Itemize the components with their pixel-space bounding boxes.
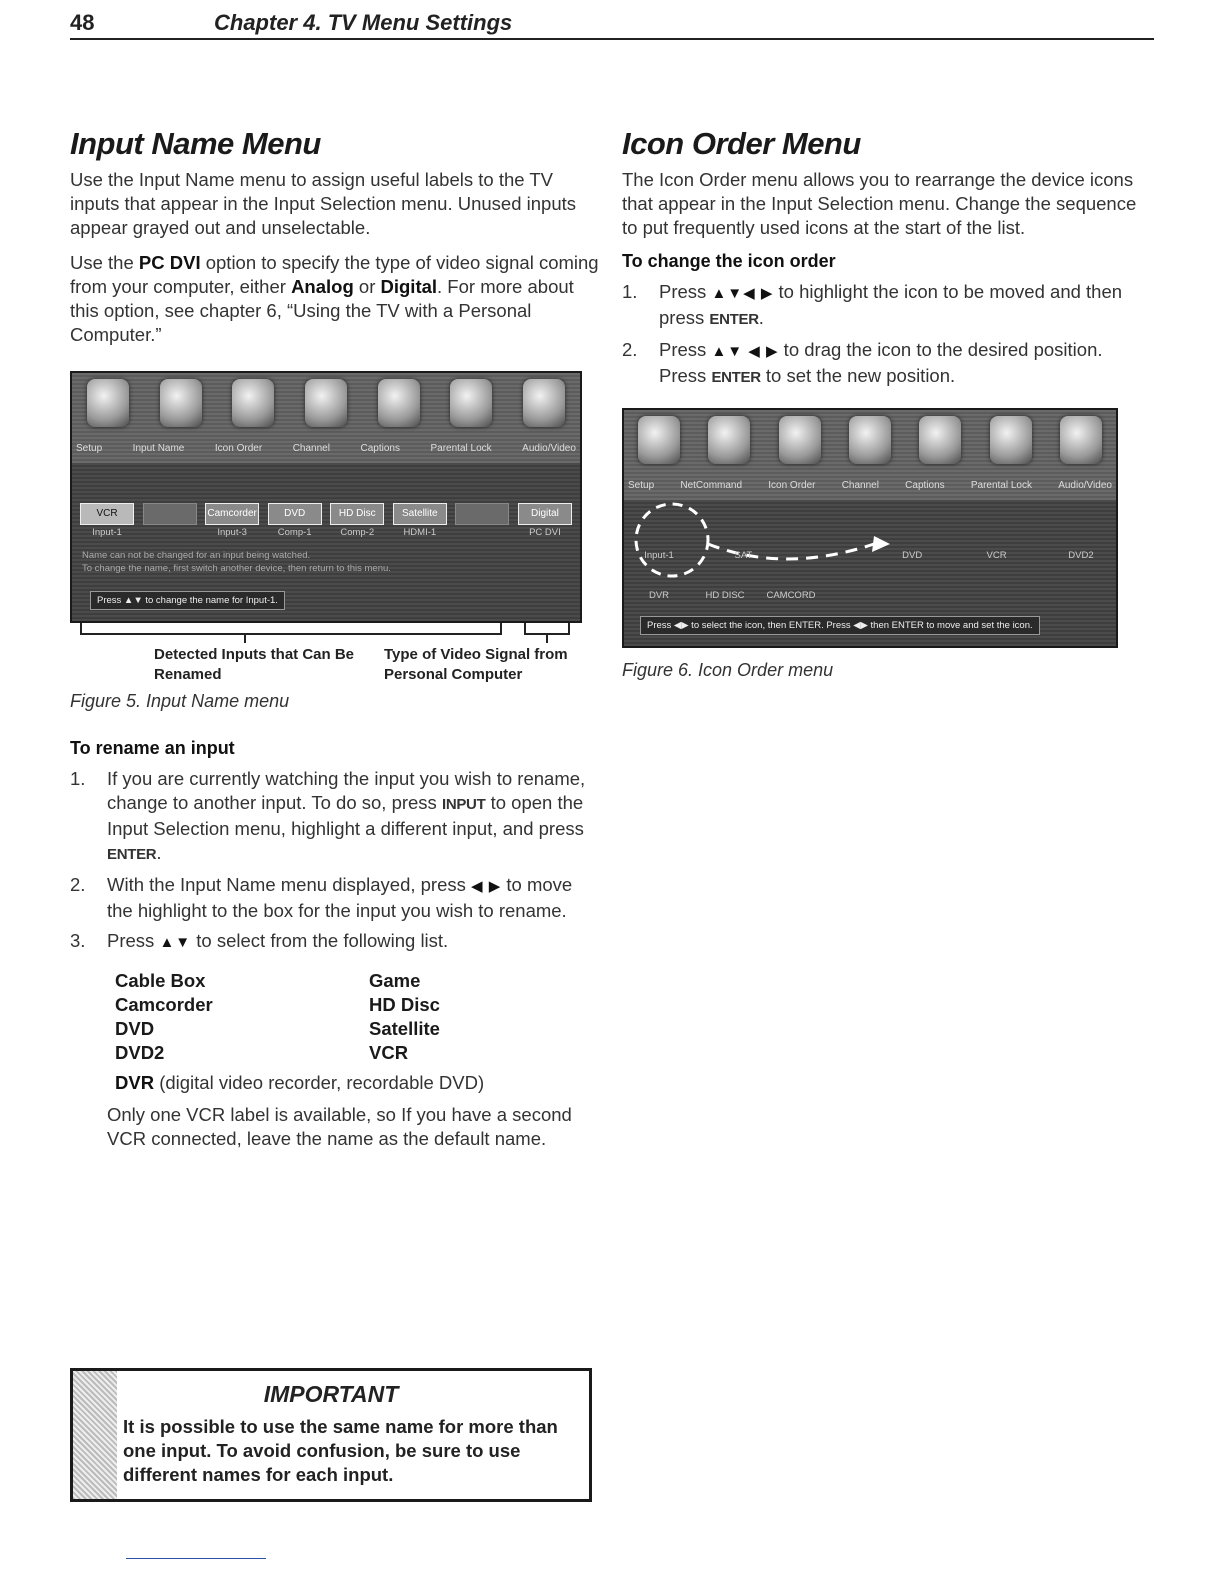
menu-label: Audio/Video (522, 442, 576, 454)
text: . (758, 307, 764, 328)
input-name-section (70, 126, 602, 1151)
menu-label: Parental Lock (970, 479, 1032, 491)
netcommand-icon (708, 416, 750, 464)
figure-6-caption: Figure 6. Icon Order menu (622, 660, 834, 680)
input-sublabel: HDMI-1 (403, 527, 437, 538)
input-box[interactable]: HD Disc (330, 503, 384, 525)
text: If you are currently watching the input you wish to rename, change to another input. To do so, press (107, 768, 586, 813)
digital-term: Digital (380, 276, 438, 297)
important-title: IMPORTANT (263, 1381, 399, 1407)
left-right-arrow-icon: ◀ ▶ (471, 878, 502, 895)
input-box[interactable]: VCR (80, 503, 134, 525)
input-box[interactable]: Camcorder (205, 503, 259, 525)
text: to select from the following list. (191, 930, 449, 951)
chapter-title: Chapter 4. TV Menu Settings (214, 10, 513, 35)
icon-order-heading: To change the icon order (622, 251, 836, 271)
input-sublabel-row (80, 527, 572, 538)
menu-label: Icon Order (214, 442, 263, 454)
captions-icon (378, 379, 420, 427)
menu-label: NetCommand (680, 479, 743, 491)
icon-label: VCR (986, 550, 1007, 561)
audio-video-icon (523, 379, 565, 427)
step (622, 338, 1152, 390)
section-title: Icon Order Menu (622, 126, 861, 161)
step-number: 2. (70, 874, 86, 895)
menu-message (82, 549, 570, 575)
up-down-arrow-icon: ▲▼ (159, 934, 192, 951)
icon-label-row (632, 550, 1108, 561)
input-box[interactable]: DVD (268, 503, 322, 525)
page-header (70, 8, 1154, 40)
bracket-tick (244, 635, 246, 643)
name-option: HD Disc (369, 994, 440, 1015)
input-sublabel: PC DVI (529, 527, 561, 538)
text: Press (659, 281, 712, 302)
menu-label: Channel (292, 442, 330, 454)
icon-order-steps (622, 280, 1152, 390)
input-sublabel: Input-3 (217, 527, 247, 538)
channel-icon (849, 416, 891, 464)
captions-icon (919, 416, 961, 464)
setup-icon (638, 416, 680, 464)
channel-icon (305, 379, 347, 427)
step (70, 929, 602, 955)
icon-order-icon (779, 416, 821, 464)
text: to drag the icon to the desired position. Press (659, 339, 1103, 386)
bracket-detected-inputs (80, 623, 502, 635)
text: Press (659, 339, 712, 360)
bracket-tick (546, 635, 548, 643)
text: or (353, 276, 381, 297)
section-title: Input Name Menu (70, 126, 321, 161)
icon-label: DVD (902, 550, 923, 561)
icon-order-section (622, 126, 1152, 681)
menu-icon-bar (72, 373, 580, 463)
menu-label: Parental Lock (430, 442, 492, 454)
input-box-row (80, 503, 572, 525)
footer-rule (126, 1558, 266, 1559)
bracket-pc-dvi (524, 623, 570, 635)
menu-label: Icon Order (768, 479, 816, 491)
text: option to specify the type of video signal coming from your computer, either (70, 252, 599, 297)
pc-dvi-box[interactable]: Digital (518, 503, 572, 525)
enter-key: ENTER (107, 846, 157, 863)
rename-steps (70, 767, 602, 955)
menu-prompt: Press ▲▼ to change the name for Input-1. (90, 591, 285, 610)
input-box (455, 503, 509, 525)
icon-label: DVD2 (1068, 550, 1094, 561)
page-number: 48 (70, 10, 95, 35)
menu-label: Captions (905, 479, 945, 491)
step-number: 1. (70, 768, 86, 789)
dvr-option (115, 1071, 495, 1095)
input-key: INPUT (441, 796, 486, 813)
lock-icon (990, 416, 1032, 464)
direction-arrows-icon: ▲▼ ◀ ▶ (711, 343, 779, 360)
rename-heading: To rename an input (70, 738, 235, 758)
text: to highlight the icon to be moved and then press (659, 281, 1123, 328)
input-box[interactable]: Satellite (393, 503, 447, 525)
text: to move the highlight to the box for the input you wish to rename. (107, 874, 573, 921)
pc-dvi-term: PC DVI (138, 252, 201, 273)
icon-label: CAMCORD (766, 590, 816, 601)
name-option: DVD2 (115, 1042, 165, 1063)
text: (digital video recorder, recordable DVD) (154, 1072, 485, 1093)
name-option: VCR (369, 1042, 409, 1063)
selection-circle (636, 504, 708, 576)
callout-detected-inputs: Detected Inputs that Can Be Renamed (154, 646, 355, 683)
lock-icon (450, 379, 492, 427)
message-line: Name can not be changed for an input being watched. (82, 550, 311, 561)
name-option: Game (369, 970, 421, 991)
icon-label: DVR (648, 590, 670, 601)
dvr-term: DVR (115, 1072, 155, 1093)
message-line: To change the name, first switch another device, then return to this menu. (82, 563, 391, 574)
input-sublabel: Input-1 (92, 527, 122, 538)
important-text: It is possible to use the same name for more than one input. To avoid confusion, be sure to use different names for each input. (123, 1416, 558, 1485)
text: Press (107, 930, 160, 951)
text: to set the new position. (760, 365, 956, 386)
input-sublabel: Comp-1 (277, 527, 312, 538)
icon-order-icon (232, 379, 274, 427)
menu-label: Audio/Video (1058, 479, 1112, 491)
menu-label: Setup (76, 442, 103, 454)
name-option: Camcorder (115, 994, 213, 1015)
icon-order-menu-screenshot (622, 408, 1118, 648)
name-options-list (115, 969, 602, 1065)
name-option: DVD (115, 1018, 155, 1039)
step (70, 873, 602, 923)
menu-body (624, 500, 1116, 646)
menu-body (72, 463, 580, 621)
callout-brackets (70, 623, 602, 645)
menu-icon-bar (624, 410, 1116, 500)
callout-labels (70, 645, 602, 691)
analog-term: Analog (291, 276, 354, 297)
step-number: 3. (70, 930, 86, 951)
icon-label-row (632, 590, 818, 601)
input-name-menu-screenshot (70, 371, 582, 623)
icon-label: SAT (734, 550, 753, 561)
text: Use the (70, 252, 139, 273)
menu-label: Channel (841, 479, 879, 491)
step (70, 767, 602, 867)
figure-5-caption: Figure 5. Input Name menu (70, 691, 290, 711)
enter-key: ENTER (711, 369, 761, 386)
input-name-icon (160, 379, 202, 427)
intro-paragraph: Use the Input Name menu to assign useful labels to the TV inputs that appear in the Input Selection menu. Unused inputs appear grayed out and unselectable. (70, 169, 577, 238)
vcr-note: Only one VCR label is available, so If you have a second VCR connected, leave the name as the default name. (107, 1104, 572, 1149)
name-option: Satellite (369, 1018, 440, 1039)
intro-paragraph: The Icon Order menu allows you to rearrange the device icons that appear in the Input Selection menu. Change the sequence to put frequently used icons at the start of the list. (622, 169, 1137, 238)
text: . For more about this option, see chapter 6, “Using the TV with a Personal Computer.” (70, 276, 574, 345)
text: to open the Input Selection menu, highlight a different input, and press (107, 792, 584, 839)
menu-label: Input Name (132, 442, 185, 454)
text: . (156, 842, 162, 863)
icon-label (801, 550, 855, 561)
step (622, 280, 1152, 332)
menu-label: Captions (360, 442, 400, 454)
icon-label: Input-1 (644, 550, 674, 561)
icon-label: HD DISC (705, 590, 745, 601)
menu-label: Setup (628, 479, 655, 491)
important-note (70, 1368, 592, 1502)
audio-video-icon (1060, 416, 1102, 464)
setup-icon (87, 379, 129, 427)
callout-video-signal: Type of Video Signal from Personal Computer (384, 646, 568, 683)
input-sublabel (143, 527, 197, 538)
input-box (143, 503, 197, 525)
direction-arrows-icon: ▲▼◀ ▶ (711, 285, 774, 302)
pc-dvi-paragraph (70, 251, 602, 347)
menu-prompt: Press ◀▶ to select the icon, then ENTER. Press ◀▶ then ENTER to move and set the icon. (640, 616, 1040, 635)
enter-key: ENTER (709, 311, 759, 328)
text: With the Input Name menu displayed, press (107, 874, 472, 895)
input-sublabel: Comp-2 (340, 527, 375, 538)
input-sublabel (455, 527, 509, 538)
name-option: Cable Box (115, 970, 206, 991)
step-number: 2. (622, 339, 638, 360)
step-number: 1. (622, 281, 638, 302)
